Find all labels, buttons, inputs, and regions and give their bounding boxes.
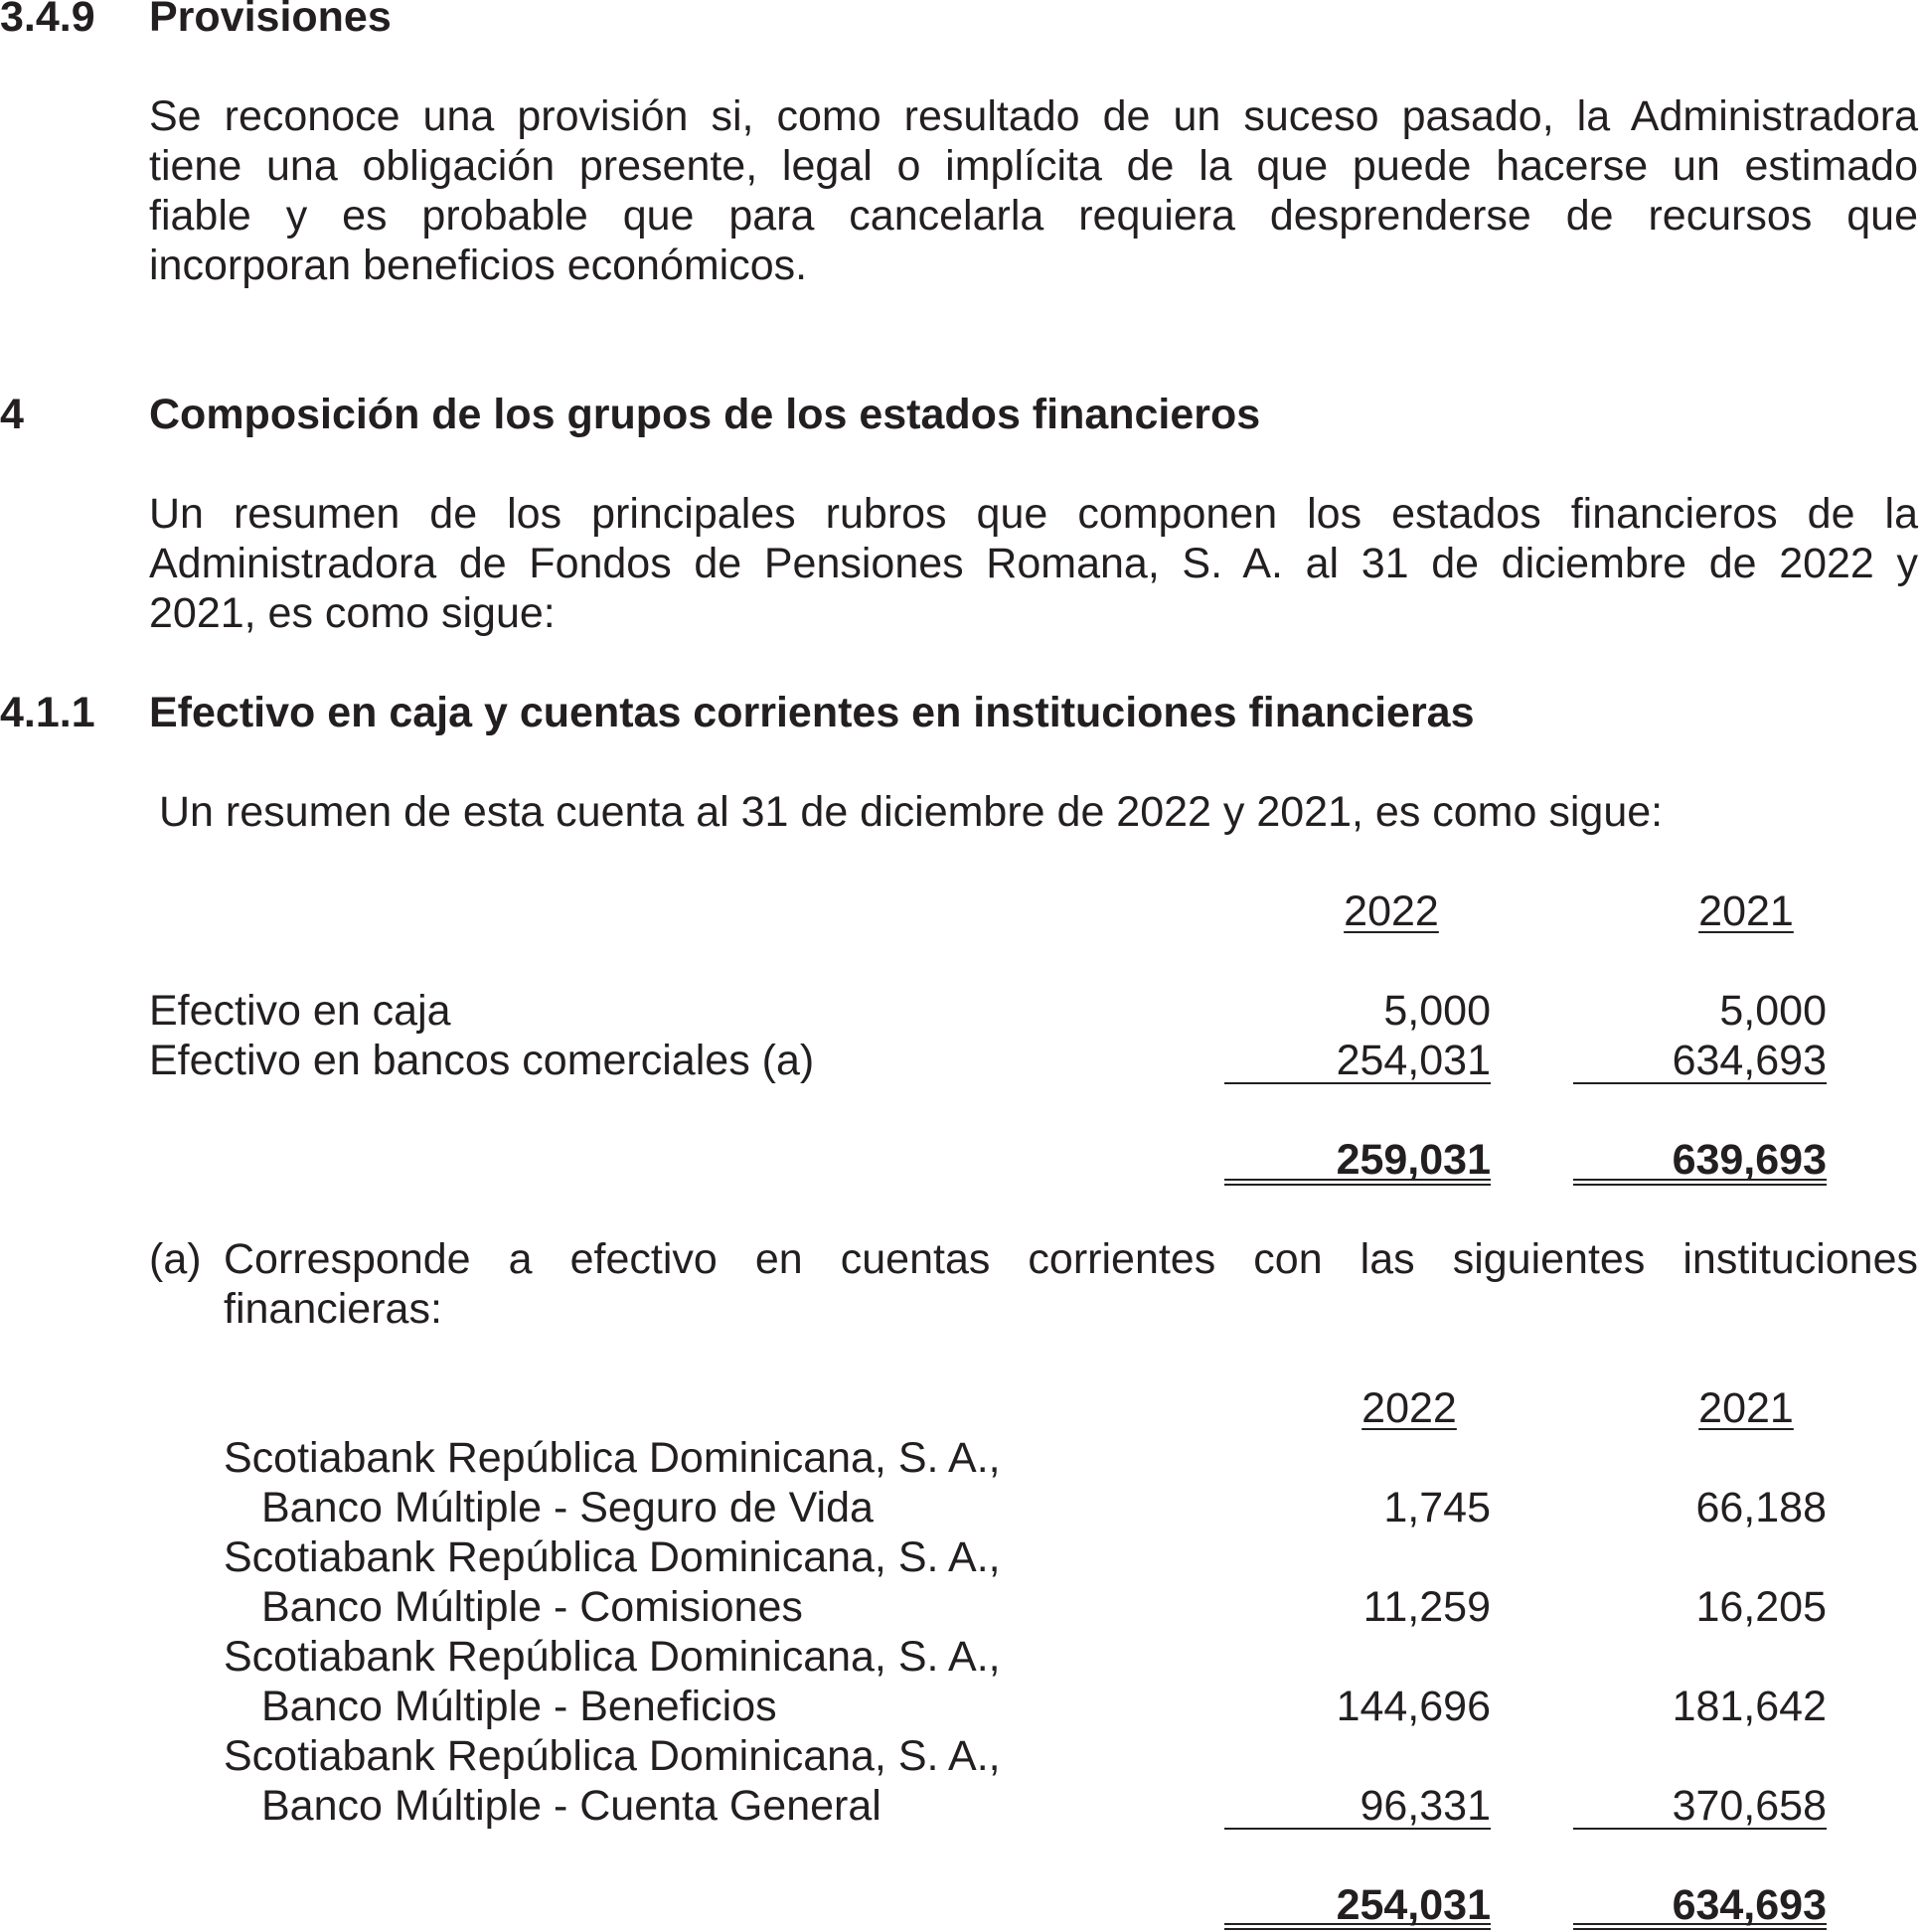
section-number-3-4-9: 3.4.9: [0, 0, 95, 41]
total-double-rule: [1573, 1923, 1827, 1925]
table1-row-label: Efectivo en caja: [149, 987, 451, 1035]
table2-bank-name: Scotiabank República Dominicana, S. A.,: [224, 1533, 1001, 1581]
table2-value-2022: 96,331: [1360, 1782, 1491, 1830]
total-double-rule: [1224, 1923, 1491, 1925]
section-number-4: 4: [0, 391, 24, 438]
table2-value-2021: 181,642: [1672, 1683, 1827, 1730]
total-double-rule: [1224, 1184, 1491, 1186]
table1-row-label: Efectivo en bancos comerciales (a): [149, 1037, 815, 1084]
paragraph-line: Se reconoce una provisión si, como resultado de un suceso pasado, la Administradora: [149, 92, 1918, 140]
table2-bank-name: Scotiabank República Dominicana, S. A.,: [224, 1633, 1001, 1681]
table2-account-name: Banco Múltiple - Comisiones: [261, 1583, 803, 1631]
table2-header-2021: 2021: [1698, 1384, 1794, 1432]
total-double-rule: [1573, 1928, 1827, 1930]
paragraph-line: tiene una obligación presente, legal o implícita de la que puede hacerse un estimado: [149, 142, 1918, 190]
paragraph-line: fiable y es probable que para cancelarla requiera desprenderse de recursos que: [149, 192, 1918, 240]
table2-value-2021: 370,658: [1672, 1782, 1827, 1830]
table2-value-2022: 11,259: [1362, 1583, 1491, 1631]
note-marker: (a): [149, 1235, 202, 1283]
paragraph-line: Corresponde a efectivo en cuentas corrientes con las siguientes instituciones: [224, 1235, 1918, 1283]
table1-header-2021: 2021: [1698, 887, 1794, 935]
paragraph-line: financieras:: [224, 1285, 442, 1333]
section-title-efectivo: Efectivo en caja y cuentas corrientes en instituciones financieras: [149, 689, 1475, 736]
note-paragraph: [224, 1234, 1918, 1334]
table1-row-value-2021: 5,000: [1719, 987, 1827, 1035]
subtotal-rule: [1224, 1828, 1491, 1830]
total-double-rule: [1224, 1928, 1491, 1930]
table1-row-value-2022: 5,000: [1383, 987, 1491, 1035]
composicion-paragraph: [149, 489, 1918, 638]
table2-total-2021: 634,693: [1672, 1881, 1827, 1929]
table2-account-name: Banco Múltiple - Seguro de Vida: [261, 1484, 874, 1531]
table2-header-2022: 2022: [1361, 1384, 1457, 1432]
table2-bank-name: Scotiabank República Dominicana, S. A.,: [224, 1434, 1001, 1482]
table1-row-value-2022: 254,031: [1336, 1037, 1491, 1084]
table2-value-2021: 16,205: [1695, 1583, 1827, 1631]
paragraph-line: incorporan beneficios económicos.: [149, 242, 808, 289]
table2-value-2022: 144,696: [1336, 1683, 1491, 1730]
table2-bank-name: Scotiabank República Dominicana, S. A.,: [224, 1732, 1001, 1780]
subtotal-rule: [1573, 1828, 1827, 1830]
paragraph-line: Administradora de Fondos de Pensiones Romana, S. A. al 31 de diciembre de 2022 y: [149, 540, 1918, 587]
section-title-provisiones: Provisiones: [149, 0, 392, 41]
table1-row-value-2021: 634,693: [1672, 1037, 1827, 1084]
provisiones-paragraph: [149, 91, 1918, 290]
table2-total-2022: 254,031: [1336, 1881, 1491, 1929]
total-double-rule: [1573, 1179, 1827, 1181]
total-double-rule: [1573, 1184, 1827, 1186]
subtotal-rule: [1224, 1082, 1491, 1084]
table2-account-name: Banco Múltiple - Cuenta General: [261, 1782, 881, 1830]
paragraph-line: Un resumen de los principales rubros que componen los estados financieros de la: [149, 490, 1918, 538]
table1-total-2021: 639,693: [1672, 1136, 1827, 1184]
section-title-composicion: Composición de los grupos de los estados financieros: [149, 391, 1261, 438]
table2-value-2022: 1,745: [1383, 1484, 1491, 1531]
table1-header-2022: 2022: [1344, 887, 1439, 935]
subtotal-rule: [1573, 1082, 1827, 1084]
section-number-4-1-1: 4.1.1: [0, 689, 95, 736]
table1-total-2022: 259,031: [1336, 1136, 1491, 1184]
table2-account-name: Banco Múltiple - Beneficios: [261, 1683, 777, 1730]
efectivo-intro: Un resumen de esta cuenta al 31 de diciembre de 2022 y 2021, es como sigue:: [159, 788, 1664, 836]
total-double-rule: [1224, 1179, 1491, 1181]
paragraph-line: 2021, es como sigue:: [149, 589, 556, 637]
table2-value-2021: 66,188: [1695, 1484, 1827, 1531]
